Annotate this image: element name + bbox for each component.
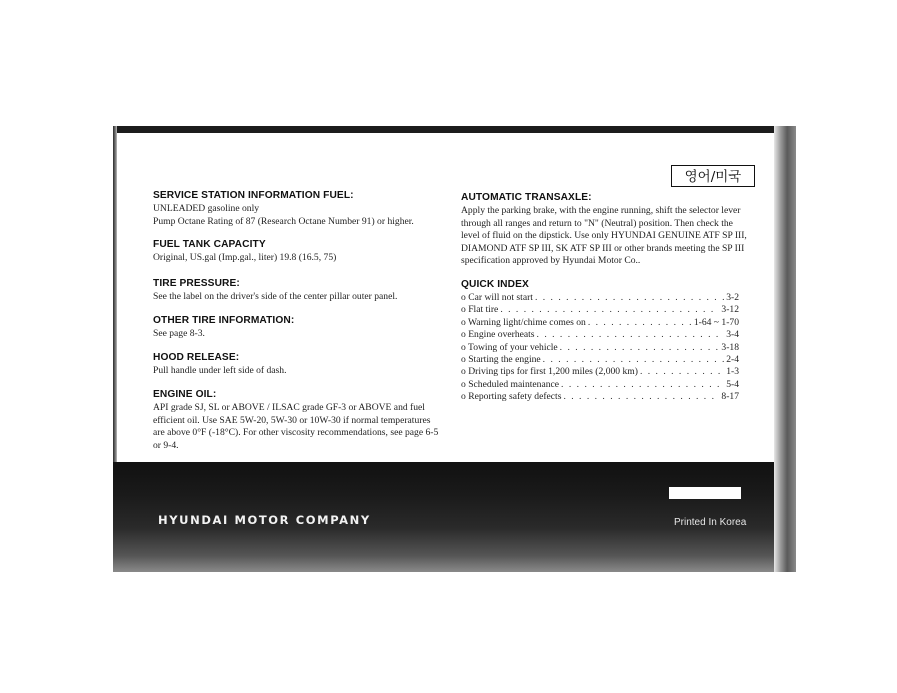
section-tire-pressure xyxy=(153,278,397,304)
index-item xyxy=(461,366,739,378)
white-label-bar xyxy=(669,487,741,499)
index-item-page: 3-12 xyxy=(721,304,739,316)
section-line: API grade SJ, SL or ABOVE / ILSAC grade GF-3 or ABOVE and fuel xyxy=(153,402,425,413)
index-item-page: 2-4 xyxy=(726,354,739,366)
index-item-label: o Starting the engine xyxy=(461,354,541,366)
language-badge: 영어/미국 xyxy=(671,165,755,187)
section-transaxle xyxy=(461,192,755,268)
index-item-label: o Driving tips for first 1,200 miles (2,000 km) xyxy=(461,366,638,378)
leader-dots xyxy=(563,391,719,403)
section-line: Pump Octane Rating of 87 (Research Octane Number 91) or higher. xyxy=(153,215,414,227)
section-heading: SERVICE STATION INFORMATION FUEL: xyxy=(153,190,354,201)
index-item xyxy=(461,391,739,403)
index-item-label: o Flat tire xyxy=(461,304,499,316)
index-item xyxy=(461,292,739,304)
section-line: or 9-4. xyxy=(153,439,179,451)
index-item xyxy=(461,329,739,341)
scan-left-border xyxy=(113,126,117,462)
index-item-page: 5-4 xyxy=(726,378,739,390)
section-line: UNLEADED gasoline only xyxy=(153,203,260,214)
index-item-page: 1-3 xyxy=(726,366,739,378)
quick-index xyxy=(461,279,739,404)
section-line: Original, US.gal (Imp.gal., liter) 19.8 (16.5, 75) xyxy=(153,252,337,263)
index-item-page: 1-64 ~ 1-70 xyxy=(693,316,739,328)
index-item xyxy=(461,317,739,329)
section-line: DIAMOND ATF SP III, SK ATF SP III or other brands meeting the SP III xyxy=(461,242,745,254)
index-item-label: o Reporting safety defects xyxy=(461,391,562,403)
leader-dots xyxy=(560,342,720,354)
leader-dots xyxy=(561,379,724,391)
scanned-page xyxy=(113,126,796,572)
index-item-label: o Warning light/chime comes on xyxy=(461,316,586,328)
index-item-page: 3-2 xyxy=(726,292,739,303)
index-item-page: 3-4 xyxy=(726,329,739,341)
cover-bottom-band xyxy=(113,462,796,572)
section-line: through all ranges and return to "N" (Neutral) position. Then check the xyxy=(461,217,733,229)
scan-right-border xyxy=(774,126,796,572)
section-heading: TIRE PRESSURE: xyxy=(153,278,240,289)
section-engine-oil xyxy=(153,389,453,452)
leader-dots xyxy=(543,354,725,366)
leader-dots xyxy=(535,292,724,304)
leader-dots xyxy=(537,329,725,341)
index-item xyxy=(461,379,739,391)
company-logo-text: HYUNDAI MOTOR COMPANY xyxy=(158,513,371,527)
section-fuel-tank xyxy=(153,239,336,265)
index-item-label: o Car will not start xyxy=(461,292,533,303)
index-item-label: o Towing of your vehicle xyxy=(461,341,558,353)
section-heading: AUTOMATIC TRANSAXLE: xyxy=(461,192,592,203)
section-heading: ENGINE OIL: xyxy=(153,389,217,400)
section-heading: FUEL TANK CAPACITY xyxy=(153,239,266,250)
index-item-page: 3-18 xyxy=(721,341,739,353)
section-other-tire xyxy=(153,315,294,341)
index-item xyxy=(461,354,739,366)
section-hood-release xyxy=(153,352,286,378)
section-line: See the label on the driver's side of the center pillar outer panel. xyxy=(153,291,398,302)
leader-dots xyxy=(500,304,719,316)
index-item xyxy=(461,342,739,354)
section-line: specification approved by Hyundai Motor Co.. xyxy=(461,255,641,267)
quick-index-heading: QUICK INDEX xyxy=(461,279,529,290)
index-item-label: o Scheduled maintenance xyxy=(461,378,560,390)
section-heading: OTHER TIRE INFORMATION: xyxy=(153,315,295,326)
section-fuel xyxy=(153,190,414,228)
section-heading: HOOD RELEASE: xyxy=(153,352,240,363)
section-line: level of fluid on the dipstick. Use only HYUNDAI GENUINE ATF SP III, xyxy=(461,230,747,242)
index-item-label: o Engine overheats xyxy=(461,329,535,341)
section-line: Apply the parking brake, with the engine running, shift the selector lever xyxy=(461,205,741,216)
section-line: are above 0°F (-18°C). For other viscosity recommendations, see page 6-5 xyxy=(153,427,439,439)
leader-dots xyxy=(588,317,692,329)
index-item xyxy=(461,304,739,316)
section-line: See page 8-3. xyxy=(153,328,205,339)
index-item-page: 8-17 xyxy=(721,391,739,403)
scan-top-border xyxy=(113,126,796,133)
section-line: efficient oil. Use SAE 5W-20, 5W-30 or 10W-30 if normal temperatures xyxy=(153,414,431,426)
section-line: Pull handle under left side of dash. xyxy=(153,365,287,376)
right-column xyxy=(461,192,755,403)
leader-dots xyxy=(640,366,724,378)
printed-in-label: Printed In Korea xyxy=(674,517,747,528)
